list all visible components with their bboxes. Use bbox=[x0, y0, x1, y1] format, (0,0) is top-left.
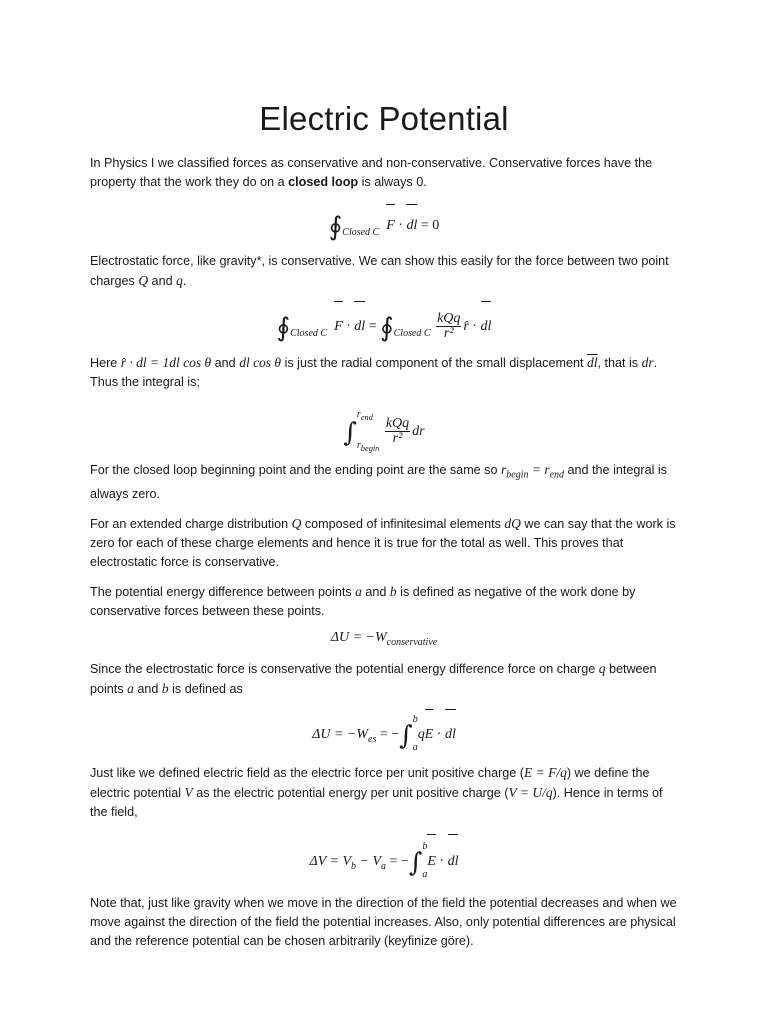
paragraph-electric-potential: Just like we defined electric field as the electric force per unit positive charge (E = F/q) we define the electric potential V as the electric potential energy per unit positive charge (V = U/q). Hence in terms of the field, bbox=[90, 764, 663, 819]
paragraph-electrostatic: Electrostatic force, like gravity*, is conservative. We can show this easily for the force between two point charges Q and q. bbox=[90, 254, 669, 288]
equation-radial-integral: ∫ $r_{end}$ $r_{begin}$ $\frac{\text{kQq}}{\text{r²}}$ dr bbox=[343, 408, 425, 453]
paragraph-electrostatic-difference: Since the electrostatic force is conservative the potential energy difference force on charge q between points a and b is defined as bbox=[90, 660, 657, 696]
paragraph-radial: Here r̂ · dl = 1dl cos θ and dl cos θ is just the radial component of the small displacement $\overline{dl}$, that is dr. Thus the integral is; bbox=[90, 355, 658, 389]
paragraph-intro: In Physics I we classified forces as conservative and non-conservative. Conservative forces have the property that the work they do on a closed loop is always 0. bbox=[90, 156, 653, 189]
paragraph-potential-energy: The potential energy difference between points a and b is defined as negative of the work done by conservative forces between these points. bbox=[90, 583, 636, 618]
paragraph-note: Note that, just like gravity when we move in the direction of the field the potential decreases and when we move against the direction of the field the potential increases. Also, only potential differences are physical and the reference potential can be chosen arbitrarily (keyfinize göre). bbox=[90, 895, 677, 948]
equation-delta-v: $\Delta V = V_b - V_a$ = −∫ b a E · dl bbox=[90, 830, 678, 884]
page-title: Electric Potential bbox=[259, 100, 509, 137]
closed-loop-bold: closed loop bbox=[288, 175, 359, 189]
paragraph-closed-loop-zero: For the closed loop beginning point and the ending point are the same so $r_{begin} = r_{end}$ and the integral is always zero. bbox=[90, 462, 667, 501]
equation-delta-u-conservative: $\Delta U = -W_{conservative}$ bbox=[330, 629, 438, 648]
equation-point-charges: $∮_{Closed C}$ F · dl = $∮_{Closed C}$ $\frac{\text{kQq}}{\text{r²}}$ r̂ · dl bbox=[90, 297, 678, 347]
equation-closed-loop: $∮_{Closed C}$ F · dl = 0 bbox=[90, 200, 678, 242]
paragraph-extended-distribution: For an extended charge distribution Q composed of infinitesimal elements dQ we can say that the work is zero for each of these charge elements and hence it is true for the total as well. This proves that electrostatic force is conservative. bbox=[90, 515, 676, 569]
equation-delta-u-field: $\Delta U = -W_{es}$ = −∫ b a qE · dl bbox=[90, 705, 678, 755]
